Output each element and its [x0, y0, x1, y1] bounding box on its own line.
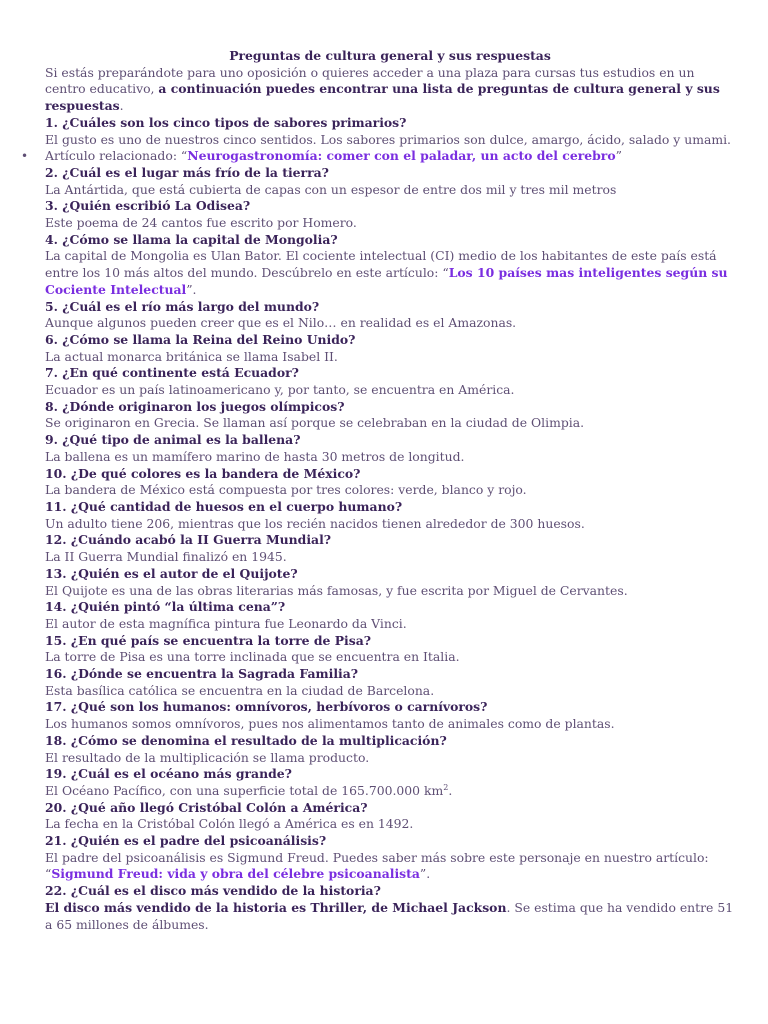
- answer-21-text: El padre del psicoanálisis es Sigmund Freud. Puedes saber más sobre este personaje en nuestro artículo: “: [45, 849, 709, 882]
- answer-19-text: El Océano Pacífico, con una superficie total de 165.700.000 km: [45, 782, 444, 798]
- answer-4: [45, 248, 735, 298]
- answer-22-text: . Se estima que ha vendido entre 51 a 65 millones de álbumes.: [45, 899, 734, 932]
- answer-21: [45, 850, 735, 883]
- answer-6: La actual monarca británica se llama Isabel II.: [45, 348, 338, 364]
- question-12: 12. ¿Cuándo acabó la II Guerra Mundial?: [45, 532, 332, 548]
- question-14: 14. ¿Quién pintó “la última cena”?: [45, 599, 286, 615]
- answer-10: La bandera de México está compuesta por tres colores: verde, blanco y rojo.: [45, 482, 527, 498]
- answer-17: Los humanos somos omnívoros, pues nos alimentamos tanto de animales como de plantas.: [45, 716, 615, 732]
- related-article-link[interactable]: Neurogastronomía: comer con el paladar, un acto del cerebro: [187, 148, 616, 164]
- question-18: 18. ¿Cómo se denomina el resultado de la multiplicación?: [45, 732, 447, 748]
- question-22: 22. ¿Cuál es el disco más vendido de la historia?: [45, 883, 381, 899]
- answer-21-end: ”.: [419, 866, 431, 882]
- question-4: 4. ¿Cómo se llama la capital de Mongolia?: [45, 231, 338, 247]
- related-article: [21, 148, 735, 165]
- related-prefix: Artículo relacionado: “: [45, 148, 188, 164]
- answer-22: [45, 900, 735, 933]
- answer-1: El gusto es uno de nuestros cinco sentidos. Los sabores primarios son dulce, amargo, ácido, salado y umami.: [45, 131, 731, 147]
- question-9: 9. ¿Qué tipo de animal es la ballena?: [45, 432, 301, 448]
- question-19: 19. ¿Cuál es el océano más grande?: [45, 766, 292, 782]
- answer-13: El Quijote es una de las obras literarias más famosas, y fue escrita por Miguel de Cervantes.: [45, 582, 628, 598]
- question-17: 17. ¿Qué son los humanos: omnívoros, herbívoros o carnívoros?: [45, 699, 488, 715]
- question-6: 6. ¿Cómo se llama la Reina del Reino Unido?: [45, 331, 356, 347]
- answer-7: Ecuador es un país latinoamericano y, por tanto, se encuentra en América.: [45, 382, 515, 398]
- answer-12: La II Guerra Mundial finalizó en 1945.: [45, 549, 287, 565]
- answer-19: [45, 783, 735, 800]
- answer-4-link[interactable]: Los 10 países mas inteligentes según su Cociente Intelectual: [45, 265, 728, 297]
- question-16: 16. ¿Dónde se encuentra la Sagrada Familia?: [45, 666, 359, 682]
- answer-15: La torre de Pisa es una torre inclinada que se encuentra en Italia.: [45, 649, 460, 665]
- answer-4-end: ”.: [186, 281, 197, 297]
- intro-text: Si estás preparándote para uno oposición o quieres acceder a una plaza para cursas tus estudios en un centro educativo,: [45, 64, 695, 97]
- answer-2: La Antártida, que está cubierta de capas con un espesor de entre dos mil y tres mil metros: [45, 181, 617, 197]
- answer-9: La ballena es un mamífero marino de hasta 30 metros de longitud.: [45, 448, 465, 464]
- intro-end: .: [119, 98, 124, 114]
- question-7: 7. ¿En qué continente está Ecuador?: [45, 365, 299, 381]
- question-11: 11. ¿Qué cantidad de huesos en el cuerpo humano?: [45, 498, 403, 514]
- related-suffix: ”: [615, 148, 622, 164]
- answer-22-bold: El disco más vendido de la historia es Thriller, de Michael Jackson: [45, 899, 507, 915]
- question-15: 15. ¿En qué país se encuentra la torre de Pisa?: [45, 632, 371, 648]
- intro-paragraph: [45, 65, 735, 115]
- answer-5: Aunque algunos pueden creer que es el Nilo… en realidad es el Amazonas.: [45, 315, 517, 331]
- answer-19-end: .: [448, 782, 453, 798]
- question-10: 10. ¿De qué colores es la bandera de México?: [45, 465, 361, 481]
- answer-14: El autor de esta magnífica pintura fue Leonardo da Vinci.: [45, 615, 407, 631]
- answer-11: Un adulto tiene 206, mientras que los recién nacidos tienen alrededor de 300 huesos.: [45, 515, 585, 531]
- document-title: Preguntas de cultura general y sus respuestas: [229, 48, 551, 63]
- question-8: 8. ¿Dónde originaron los juegos olímpicos?: [45, 398, 345, 414]
- question-5: 5. ¿Cuál es el río más largo del mundo?: [45, 298, 320, 314]
- intro-bold-text: a continuación puedes encontrar una lista de preguntas de cultura general y sus respuestas: [45, 81, 720, 114]
- answer-16: Esta basílica católica se encuentra en la ciudad de Barcelona.: [45, 682, 435, 698]
- answer-3: Este poema de 24 cantos fue escrito por Homero.: [45, 215, 357, 231]
- question-1: 1. ¿Cuáles son los cinco tipos de sabores primarios?: [45, 114, 407, 130]
- question-2: 2. ¿Cuál es el lugar más frío de la tierra?: [45, 164, 329, 180]
- question-20: 20. ¿Qué año llegó Cristóbal Colón a América?: [45, 799, 368, 815]
- question-13: 13. ¿Quién es el autor de el Quijote?: [45, 565, 298, 581]
- answer-20: La fecha en la Cristóbal Colón llegó a América es en 1492.: [45, 816, 414, 832]
- answer-8: Se originaron en Grecia. Se llaman así porque se celebraban en la ciudad de Olimpia.: [45, 415, 585, 431]
- document-page: [21, 48, 735, 933]
- answer-21-link[interactable]: Sigmund Freud: vida y obra del célebre psicoanalista: [51, 866, 420, 882]
- bullet-icon: •: [21, 149, 29, 164]
- answer-4-text: La capital de Mongolia es Ulan Bator. El cociente intelectual (CI) medio de los habitantes de este país está entre los 10 más altos del mundo. Descúbrelo en este artículo: “: [45, 248, 717, 281]
- answer-18: El resultado de la multiplicación se llama producto.: [45, 749, 370, 765]
- answer-19-superscript: 2: [443, 782, 449, 792]
- question-3: 3. ¿Quién escribió La Odisea?: [45, 198, 251, 214]
- question-21: 21. ¿Quién es el padre del psicoanálisis?: [45, 833, 327, 849]
